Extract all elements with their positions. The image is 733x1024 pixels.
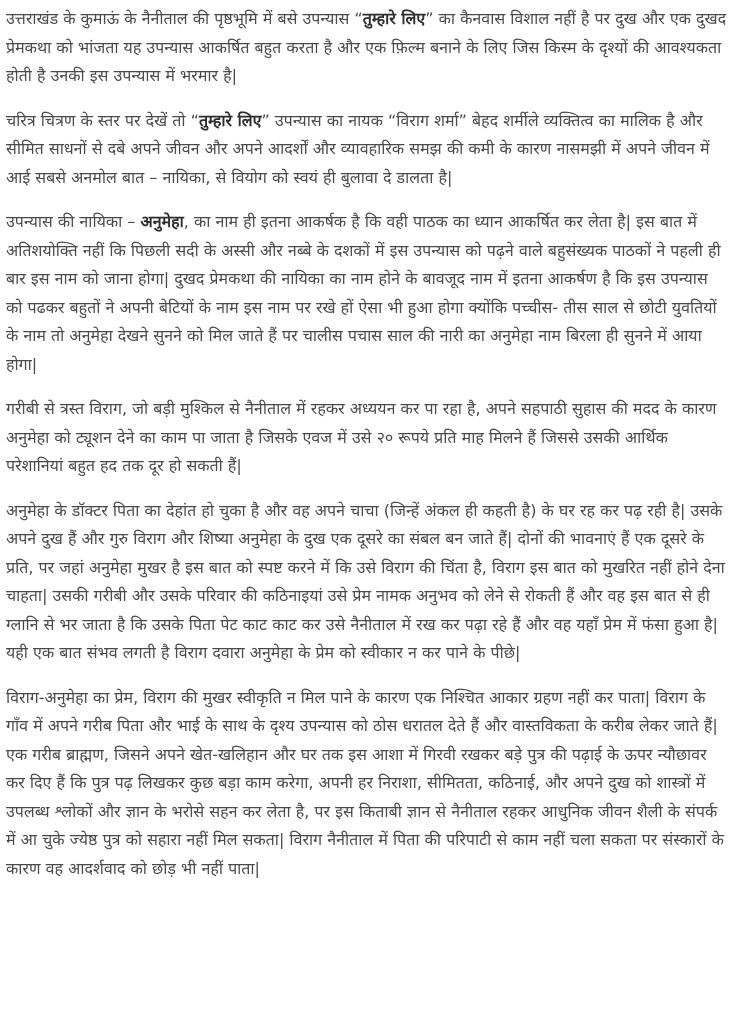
novel-title: तुम्हारे लिए — [362, 9, 426, 28]
paragraph-text: चरित्र चित्रण के स्तर पर देखें तो “ — [6, 110, 199, 130]
heroine-name: अनुमेहा — [140, 212, 184, 231]
paragraph-setting — [6, 5, 729, 91]
paragraph-relationship: अनुमेहा के डॉक्टर पिता का देहांत हो चुका है और वह अपने चाचा (जिन्हें अंकल ही कहती है) के घर रह कर पढ़ रही है| उसके अपने दुख हैं और गुरु विराग और शिष्या अनुमेहा के दुख एक दूसरे का संबल बन जाते हैं| दोनों की भावनाएं हैं एक दूसरे के प्रति, पर जहां अनुमेहा मुखर है इस बात को स्पष्ट करने में कि उसे विराग की चिंता है, विराग इस बात को मुखरित नहीं होने देना चाहता| उसकी गरीबी और उसके परिवार की कठिनाइयां उसे प्रेम नामक अनुभव को लेने से रोकती हैं और वह इस बात से ही ग्लानि से भर जाता है कि उसके पिता पेट काट काट कर उसे नैनीताल में रख कर पढ़ा रहे हैं और वह यहाँ प्रेम में फंसा हुआ है| यही एक बात संभव लगती है विराग दवारा अनुमेहा के प्रेम को स्वीकार न कर पाने के पीछे| — [6, 500, 725, 662]
paragraph-text: उपन्यास की नायिका – — [6, 212, 141, 231]
paragraph-text: , का नाम ही इतना आकर्षक है कि वही पाठक का ध्यान आकर्षित कर लेता है| इस बात में अतिशयोक्ति नहीं कि पिछली सदी के अस्सी और नब्बे के दशकों में इस उपन्यास को पढ़ने वाले बहुसंख्यक पाठकों ने पहली ही बार इस नाम को जाना होगा| दुखद प्रेमकथा की नायिका का नाम होने के बावजूद नाम में इतना आकर्षण है कि इस उपन्यास को पढकर बहुतों ने अपनी बेटियों के नाम इस नाम पर रखे हों ऐसा भी हुआ होगा क्योंकि पच्चीस- तीस साल से छोटी युवतियों के नाम तो अनुमेहा देखने सुनने को मिल जाते हैं पर चालीस पचास साल की नारी का अनुमेहा नाम बिरला ही सुनने में आया होगा| — [6, 212, 721, 374]
paragraph-text: उत्तराखंड के कुमाऊं के नैनीताल की पृष्ठभूमि में बसे उपन्यास “ — [6, 9, 363, 28]
novel-title: तुम्हारे लिए — [198, 110, 262, 130]
paragraph-heroine — [6, 208, 729, 379]
paragraph-family: विराग-अनुमेहा का प्रेम, विराग की मुखर स्वीकृति न मिल पाने के कारण एक निश्चित आकार ग्रहण नहीं कर पाता| विराग के गाँव में अपने गरीब पिता और भाई के साथ के दृश्य उपन्यास को ठोस धरातल देते हैं और वास्तविकता के करीब लेकर जाते हैं| एक गरीब ब्राह्मण, जिसने अपने खेत-खलिहान और घर तक इस आशा में गिरवी रखकर बड़े पुत्र की पढ़ाई के ऊपर न्यौछावर कर दिए हैं कि पुत्र पढ़ लिखकर कुछ बड़ा काम करेगा, अपनी हर निराशा, सीमितता, कठिनाई, और अपने दुख को शास्त्रों में उपलब्ध श्लोकों और ज्ञान के भरोसे सहन कर लेता है, पर इस किताबी ज्ञान से नैनीताल रहकर आधुनिक जीवन शैली के संपर्क में आ चुके ज्येष्ठ पुत्र को सहारा नहीं मिल सकता| विराग नैनीताल में पिता की परिपाटी से काम नहीं चला सकता पर संस्कारों के कारण वह आदर्शवाद को छोड़ भी नहीं पाता| — [6, 687, 724, 878]
paragraph-text: ” उपन्यास का नायक “विराग शर्मा” बेहद शर्मीले व्यक्तित्व का मालिक है और सीमित साधनों से दबे अपने जीवन और अपने आदर्शों और व्यावहारिक समझ की कमी के कारण नासमझी में अपने जीवन में आई सबसे अनमोल बात – नायिका, से वियोग को स्वयं ही बुलावा दे डालता है| — [6, 110, 710, 187]
paragraph-tuition: गरीबी से त्रस्त विराग, जो बड़ी मुश्किल से नैनीताल में रहकर अध्ययन कर पा रहा है, अपने सहपाठी सुहास की मदद के कारण अनुमेहा को ट्यूशन देने का काम पा जाता है जिसके एवज में उसे २० रूपये प्रति माह मिलने हैं जिससे उसकी आर्थिक परेशानियां बहुत हद तक दूर हो सकती हैं| — [6, 399, 717, 475]
paragraph-text: ” का कैनवास विशाल नहीं है पर दुख और एक दुखद प्रेमकथा को भांजता यह उपन्यास आकर्षित बहुत करता है और एक फ़िल्म बनाने के लिए जिस किस्म के दृश्यों की आवश्यकता होती है उनकी इस उपन्यास में भरमार है| — [6, 9, 727, 85]
paragraph-hero — [6, 107, 729, 193]
